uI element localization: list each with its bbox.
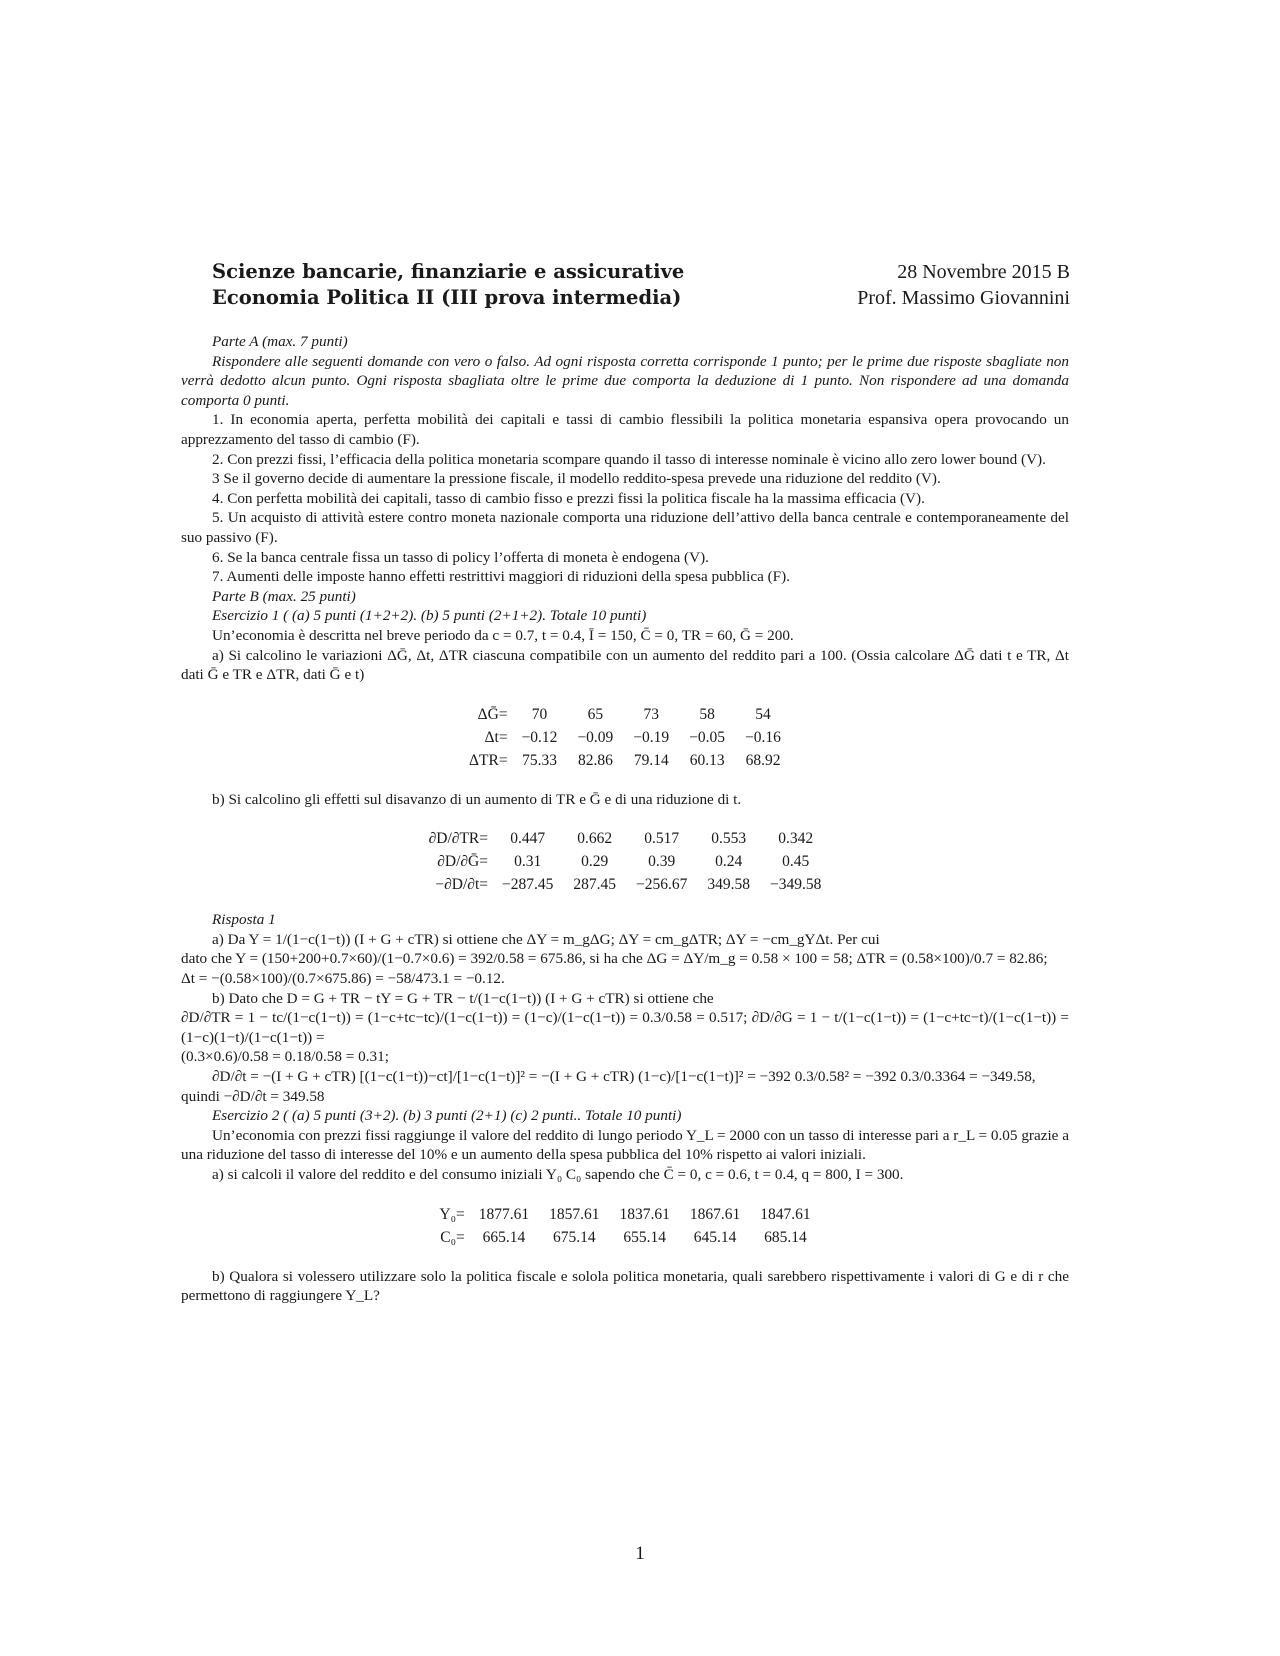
risposta-1-b-line: ∂D/∂TR = 1 − tc/(1−c(1−t)) = (1−c+tc−tc)/(1−c(1−t)) = (1−c)/(1−c(1−t)) = 0.3/0.58 = 0.517; ∂D/∂G = 1 − t/(1−c(1−t)) = (1−c+tc−t)/(1−c(1−t)) = (1−c)(1−t)/(1−c(1−t)) =: [181, 1009, 1069, 1046]
question-item: 6. Se la banca centrale fissa un tasso di policy l’offerta di moneta è endogena (V).: [212, 548, 709, 566]
table-row: ∂D/∂Ḡ= 0.31 0.29 0.39 0.24 0.45: [437, 853, 810, 871]
question-item: 3 Se il governo decide di aumentare la pressione fiscale, il modello reddito-spesa prevede una riduzione del reddito (V).: [212, 470, 941, 488]
answers-table-b: [419, 827, 832, 896]
risposta-1-a-line: a) Da Y = 1/(1−c(1−t)) (I + G + cTR) si ottiene che ΔY = m_gΔG; ΔY = cm_gΔTR; ΔY = −cm_gYΔt. Per cui: [212, 930, 880, 948]
page-number: 1: [635, 1543, 645, 1564]
exercise-2-question-b: b) Qualora si volessero utilizzare solo la politica fiscale e solola politica monetaria, quali sarebbero rispettivamente i valori di G e di r che permettono di raggiungere Y_L?: [181, 1267, 1069, 1305]
question-item: 4. Con perfetta mobilità dei capitali, tasso di cambio fisso e prezzi fissi la politica fiscale ha la massima efficacia (V).: [212, 489, 925, 507]
exercise-2-intro: Un’economia con prezzi fissi raggiunge il valore del reddito di lungo periodo Y_L = 2000 con un tasso di interesse pari a r_L = 0.05 grazie a una riduzione del tasso di interesse del 10% e un aumento della spesa pubblica del 10% rispetto ai valori iniziali.: [181, 1126, 1069, 1164]
question-item: 5. Un acquisto di attività estere contro moneta nazionale comporta una riduzione dell’attivo della banca centrale e contemporaneamente del suo passivo (F).: [181, 509, 1069, 546]
risposta-1-b-line: ∂D/∂t = −(I + G + cTR) [(1−c(1−t))−ct]/[1−c(1−t)]² = −(I + G + cTR) (1−c)/[1−c(1−t)]² = −392 0.3/0.58² = −392 0.3/0.3364 = −349.58,: [212, 1068, 1036, 1086]
risposta-1-b-line: quindi −∂D/∂t = 349.58: [181, 1087, 325, 1105]
risposta-1-b-line: (0.3×0.6)/0.58 = 0.18/0.58 = 0.31;: [181, 1048, 389, 1066]
table-row: ΔTR= 75.33 82.86 79.14 60.13 68.92: [469, 751, 781, 769]
question-item: 7. Aumenti delle imposte hanno effetti restrittivi maggiori di riduzioni della spesa pubblica (F).: [212, 568, 790, 586]
professor-name: Prof. Massimo Giovannini: [857, 287, 1070, 309]
question-item: 2. Con prezzi fissi, l’efficacia della politica monetaria scompare quando il tasso di interesse nominale è vicino allo zero lower bound (V).: [212, 450, 1046, 468]
exercise-2-title: Esercizio 2 ( (a) 5 punti (3+2). (b) 3 punti (2+1) (c) 2 punti.. Totale 10 punti): [212, 1107, 682, 1125]
answers-table-es2: [429, 1203, 820, 1249]
parte-a-instructions: Rispondere alle seguenti domande con vero o falso. Ad ogni risposta corretta corrisponde 1 punto; per le prime due risposte sbagliate non verrà dedotto alcun punto. Ogni risposta sbagliata oltre le prime due comporta la deduzione di 1 punto. Non rispondere ad una domanda comporta 0 punti.: [181, 352, 1069, 409]
parte-b-title: Parte B (max. 25 punti): [212, 587, 356, 605]
table-row: Y₀= 1877.61 1857.61 1837.61 1867.61 1847.61: [439, 1205, 811, 1223]
exam-body: [181, 332, 1069, 1306]
risposta-1-a-line: dato che Y = (150+200+0.7×60)/(1−0.7×0.6) = 392/0.58 = 675.86, si ha che ΔG = ΔY/m_g = 0.58 × 100 = 58; ΔTR = (0.58×100)/0.7 = 82.86;: [181, 950, 1048, 968]
parte-a-title: Parte A (max. 7 punti): [212, 333, 348, 350]
table-row: Δt= −0.12 −0.09 −0.19 −0.05 −0.16: [484, 728, 781, 746]
table-row: C₀= 665.14 675.14 655.14 645.14 685.14: [440, 1228, 807, 1246]
exam-date: 28 Novembre 2015 B: [897, 261, 1070, 283]
question-item: 1. In economia aperta, perfetta mobilità dei capitali e tassi di cambio flessibili la politica monetaria espansiva opera provocando un apprezzamento del tasso di cambio (F).: [181, 411, 1069, 448]
exercise-1-title: Esercizio 1 ( (a) 5 punti (1+2+2). (b) 5 punti (2+1+2). Totale 10 punti): [212, 607, 647, 625]
risposta-1-b-line: b) Dato che D = G + TR − tY = G + TR − t/(1−c(1−t)) (I + G + cTR) si ottiene che: [212, 989, 714, 1007]
exercise-1-question-b: b) Si calcolino gli effetti sul disavanzo di un aumento di TR e Ḡ e di una riduzione di t.: [212, 790, 742, 808]
table-row: ∂D/∂TR= 0.447 0.662 0.517 0.553 0.342: [428, 830, 814, 848]
table-row: −∂D/∂t= −287.45 287.45 −256.67 349.58 −349.58: [435, 876, 822, 894]
exercise-2-question-a: a) si calcoli il valore del reddito e del consumo iniziali Y₀ C₀ sapendo che C̄ = 0, c = 0.6, t = 0.4, q = 800, I = 300.: [212, 1166, 904, 1183]
risposta-1-title: Risposta 1: [212, 911, 276, 929]
exam-title: Economia Politica II (III prova intermedia): [212, 286, 682, 309]
exercise-1-question-a: a) Si calcolino le variazioni ΔḠ, Δt, ΔTR ciascuna compatibile con un aumento del reddito pari a 100. (Ossia calcolare ΔḠ dati t e TR, Δt dati Ḡ e TR e ΔTR, dati Ḡ e t): [181, 646, 1069, 684]
exercise-1-intro: Un’economia è descritta nel breve periodo da c = 0.7, t = 0.4, Ī = 150, C̄ = 0, TR = 60, Ḡ = 200.: [212, 626, 794, 644]
table-row: ΔḠ= 70 65 73 58 54: [477, 705, 771, 723]
course-title: Scienze bancarie, finanziarie e assicurative: [212, 260, 685, 283]
exam-header: [212, 259, 1070, 311]
risposta-1-a-line: Δt = −(0.58×100)/(0.7×675.86) = −58/473.1 = −0.12.: [181, 970, 505, 988]
answers-table-a: [459, 703, 791, 772]
